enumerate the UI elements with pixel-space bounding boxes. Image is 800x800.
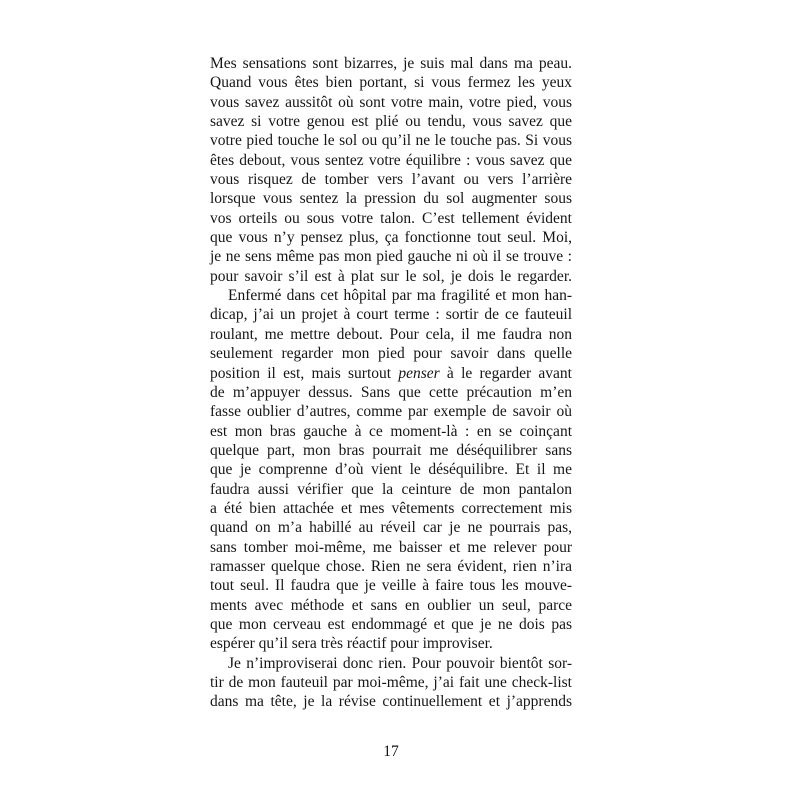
text-line: faudra aussi vérifier que la ceinture de mon pantalon bbox=[210, 480, 572, 498]
text-line: lorsque vous sentez la pression du sol augmenter sous bbox=[210, 190, 572, 208]
text-line: que mon cerveau est endommagé et que je ne dois pas bbox=[210, 615, 572, 633]
paragraph bbox=[210, 54, 572, 286]
text-line: de m’appuyer dessus. Sans que cette précaution m’en bbox=[210, 383, 572, 401]
text-line: espérer qu’il sera très réactif pour improviser. bbox=[210, 635, 493, 653]
text-line: Enfermé dans cet hôpital par ma fragilité et mon han- bbox=[228, 287, 572, 305]
text-line: pour savoir s’il est à plat sur le sol, je dois le regarder. bbox=[210, 267, 572, 285]
text-line: tir de mon fauteuil par moi-même, j’ai fait une check-list bbox=[210, 674, 572, 691]
text-line: que vous n’y pensez plus, ça fonctionne tout seul. Moi, bbox=[210, 229, 572, 247]
text-line-with-emphasis bbox=[210, 364, 572, 383]
text-line: roulant, me mettre debout. Pour cela, il me faudra non bbox=[210, 325, 572, 343]
text-line: vous risquez de tomber vers l’avant ou vers l’arrière bbox=[210, 171, 572, 189]
paragraph bbox=[210, 286, 572, 654]
text-line: quelque part, mon bras pourrait me déséquilibrer sans bbox=[210, 441, 572, 459]
emphasized-word: penser bbox=[398, 364, 440, 382]
text-line: êtes debout, vous sentez votre équilibre : vous savez que bbox=[210, 151, 572, 169]
body-text bbox=[210, 54, 572, 712]
text-line: ments avec méthode et sans en oublier un seul, parce bbox=[210, 596, 572, 614]
text-line: quand on m’a habillé au réveil car je ne pourrais pas, bbox=[210, 519, 572, 537]
text-line: savez si votre genou est plié ou tendu, vous savez que bbox=[210, 113, 572, 131]
text-line: vous savez aussitôt où sont votre main, votre pied, vous bbox=[210, 93, 572, 111]
text-line: je ne sens même pas mon pied gauche ni où il se trouve : bbox=[210, 248, 572, 266]
text-line: Mes sensations sont bizarres, je suis mal dans ma peau. bbox=[210, 55, 572, 72]
paragraph bbox=[210, 654, 572, 712]
text-line: Je n’improviserai donc rien. Pour pouvoir bientôt sor- bbox=[228, 654, 572, 672]
text-line: tout seul. Il faudra que je veille à faire tous les mouve- bbox=[210, 577, 572, 595]
text-line: a été bien attachée et mes vêtements correctement mis bbox=[210, 499, 572, 517]
text-line: est mon bras gauche à ce moment-là : en se coinçant bbox=[210, 422, 572, 440]
text-line: Quand vous êtes bien portant, si vous fermez les yeux bbox=[210, 74, 572, 92]
text-line: fasse oublier d’autres, comme par exemple de savoir où bbox=[210, 403, 572, 421]
text-line: ramasser quelque chose. Rien ne sera évident, rien n’ira bbox=[210, 557, 572, 575]
text-line: que je comprenne d’où vient le déséquilibre. Et il me bbox=[210, 461, 572, 479]
page-number: 17 bbox=[383, 743, 399, 760]
text-line: votre pied touche le sol ou qu’il ne le touche pas. Si vous bbox=[210, 132, 572, 150]
text-segment: à le regarder avant bbox=[439, 364, 572, 382]
text-segment: position il est, mais surtout bbox=[210, 364, 399, 382]
text-line: vos orteils ou sous votre talon. C’est tellement évident bbox=[210, 209, 572, 227]
text-line: dans ma tête, je la révise continuellement et j’apprends bbox=[210, 693, 572, 711]
text-line: dicap, j’ai un projet à court terme : sortir de ce fauteuil bbox=[210, 306, 572, 324]
text-line: seulement regarder mon pied pour savoir dans quelle bbox=[210, 345, 572, 363]
text-line: sans tomber moi-même, me baisser et me relever pour bbox=[210, 538, 572, 556]
